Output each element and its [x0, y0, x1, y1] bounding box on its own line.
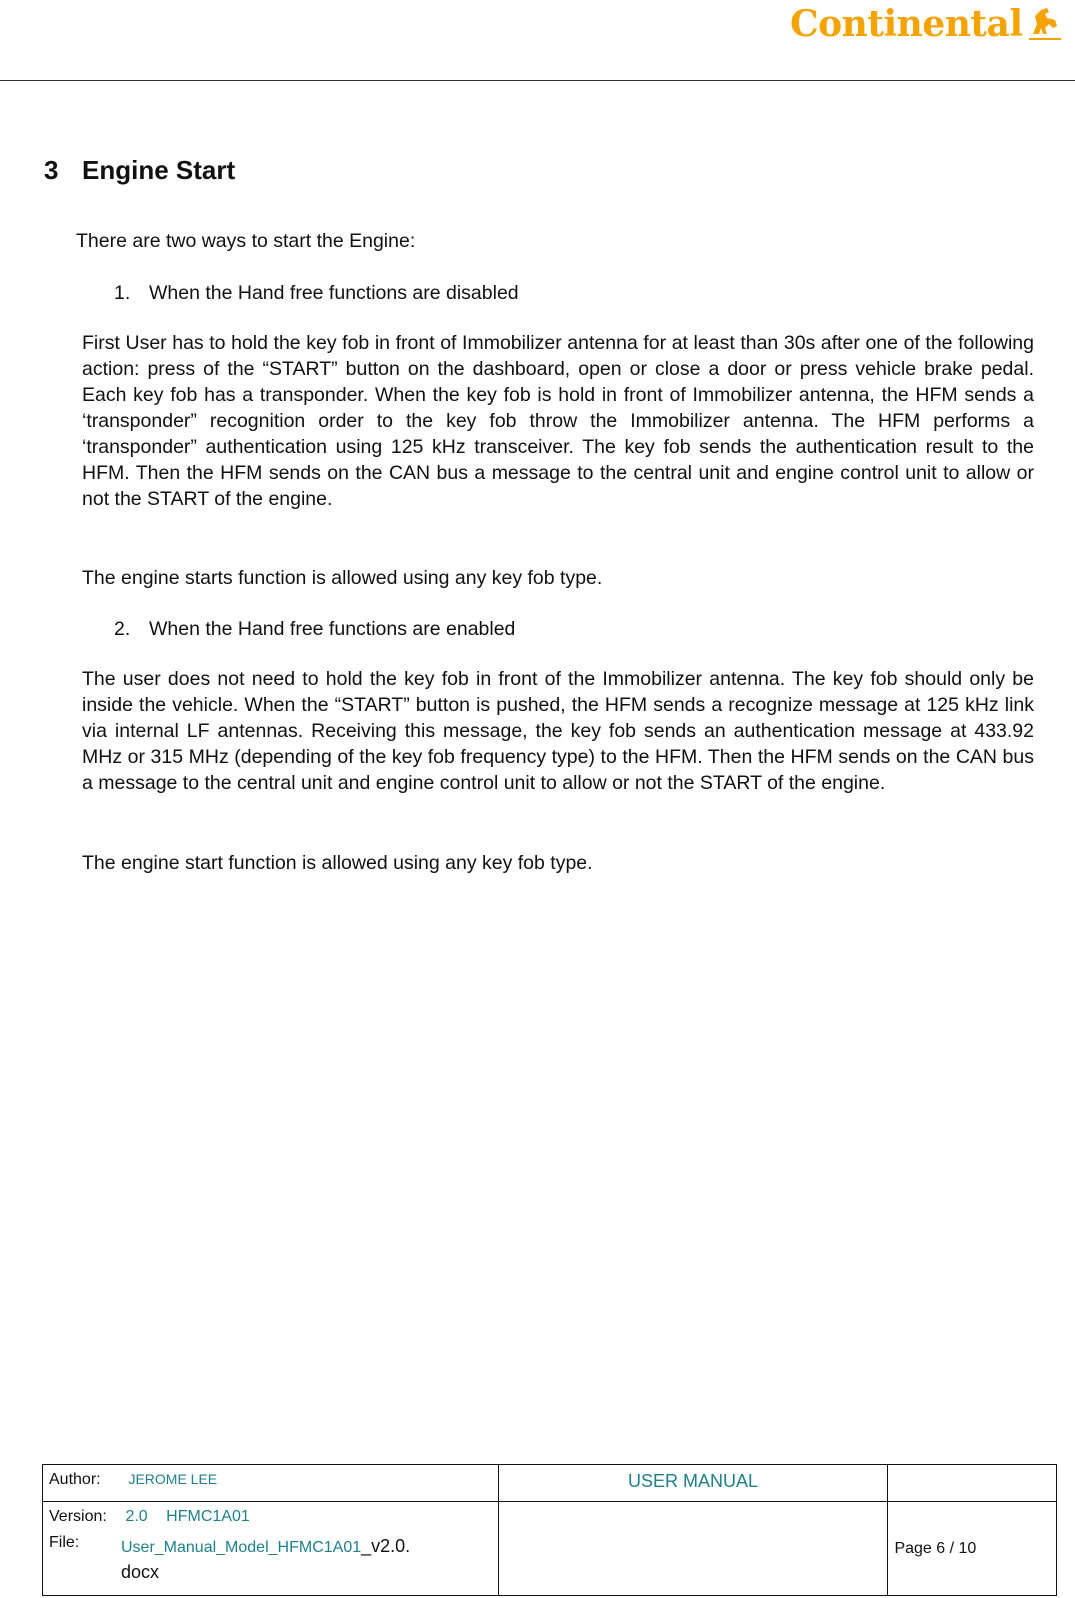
section-number: 3	[44, 155, 59, 185]
list-item	[114, 618, 515, 641]
body-paragraph: The user does not need to hold the key fob in front of the Immobilizer antenna. The key fob should only be inside the vehicle. When the “START” button is pushed, the HFM sends a recognize message at 125 kHz link via internal LF antennas. Receiving this message, the key fob sends an authentication message at 433.92 MHz or 315 MHz (depending of the key fob frequency type) to the HFM. Then the HFM sends on the CAN bus a message to the central unit and engine control unit to allow or not the START of the engine.	[82, 668, 1034, 794]
list-item-number: 2.	[114, 618, 131, 640]
author-cell	[43, 1465, 499, 1502]
body-paragraph: The engine start function is allowed using any key fob type.	[82, 852, 593, 874]
list-item-label: When the Hand free functions are disabled	[149, 282, 519, 304]
horse-icon	[1027, 4, 1063, 44]
list-item	[114, 282, 519, 305]
section-heading	[44, 155, 235, 186]
header-rule	[0, 80, 1075, 81]
empty-cell	[888, 1465, 1057, 1502]
list-item-number: 1.	[114, 282, 131, 304]
blank-cell	[498, 1502, 888, 1596]
page-number: Page 6 / 10	[894, 1539, 977, 1557]
file-name: User_Manual_Model_HFMC1A01_v2.0. docx	[121, 1536, 411, 1582]
page-cell	[888, 1502, 1057, 1596]
body-paragraph: First User has to hold the key fob in front of Immobilizer antenna for at least than 30s after one of the following action: press of the “START” button on the dashboard, open or close a door or press vehicle brake pedal. Each key fob has a transponder. When the key fob is hold in front of Immobilizer antenna, the HFM sends a ‘transponder” recognition order to the key fob throw the Immobilizer antenna. The HFM performs a ‘transponder” authentication using 125 kHz transceiver. The key fob sends the authentication result to the HFM. Then the HFM sends on the CAN bus a message to the central unit and engine control unit to allow or not the START of the engine.	[82, 332, 1034, 510]
footer-table	[42, 1464, 1057, 1596]
author-label: Author:	[49, 1471, 101, 1488]
version-label: Version:	[49, 1508, 107, 1525]
list-item-label: When the Hand free functions are enabled	[149, 618, 516, 640]
doc-type-cell	[498, 1465, 888, 1502]
file-row	[49, 1534, 492, 1584]
file-label: File:	[49, 1534, 80, 1551]
logo-wordmark: Continental	[790, 3, 1023, 45]
body-paragraph: The engine starts function is allowed using any key fob type.	[82, 567, 603, 589]
intro-text: There are two ways to start the Engine:	[76, 230, 416, 252]
version-number: 2.0	[125, 1508, 148, 1525]
author-value: JEROME LEE	[128, 1471, 218, 1487]
version-row	[49, 1508, 492, 1526]
version-file-cell	[43, 1502, 499, 1596]
continental-logo	[790, 0, 1063, 48]
version-model: HFMC1A01	[166, 1508, 250, 1525]
section-title: Engine Start	[82, 155, 236, 185]
doc-type: USER MANUAL	[628, 1471, 759, 1491]
